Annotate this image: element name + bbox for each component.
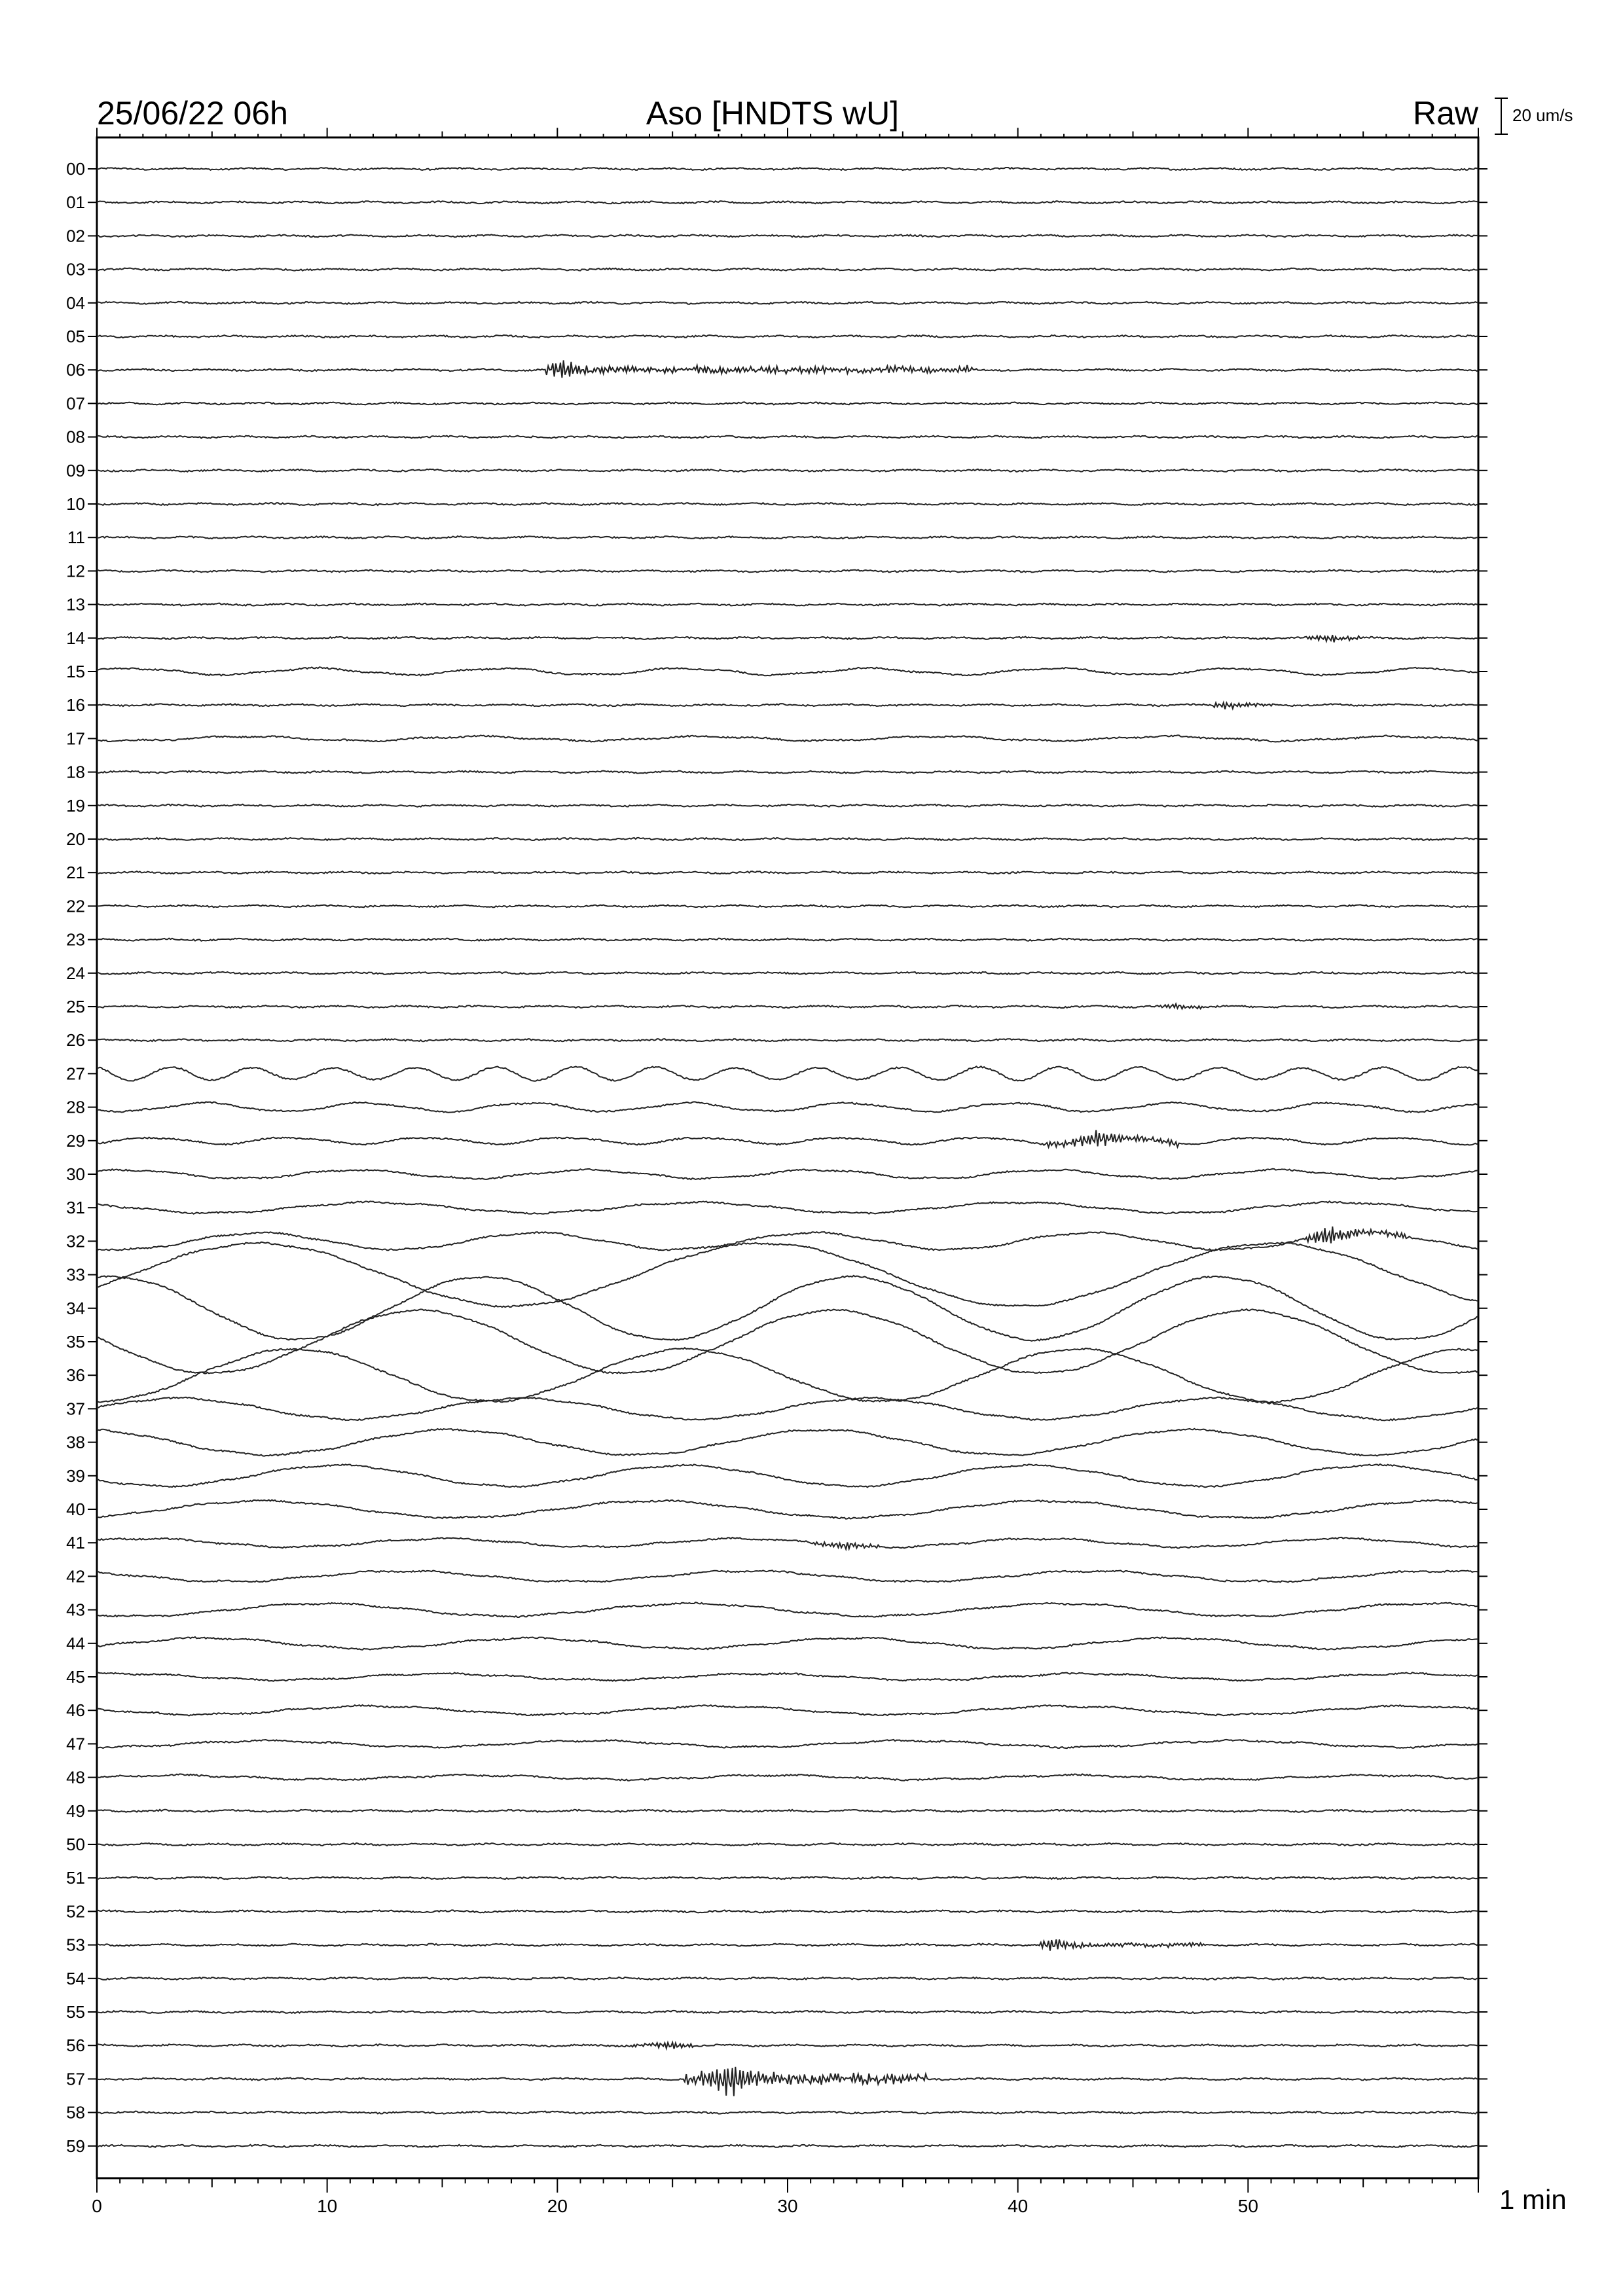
row-label: 27 [66,1064,85,1084]
row-label: 40 [66,1499,85,1519]
trace-row-15 [97,667,1478,675]
row-label: 36 [66,1365,85,1386]
trace-row-46 [97,1705,1478,1716]
trace-row-14 [97,635,1478,642]
trace-row-36 [97,1348,1478,1403]
trace-row-55 [97,2011,1478,2013]
trace-row-03 [97,268,1478,271]
row-label: 04 [66,293,85,313]
trace-row-16 [97,703,1478,709]
row-label: 30 [66,1164,85,1184]
row-label: 41 [66,1533,85,1553]
row-label: 29 [66,1130,85,1151]
x-tick-label: 20 [547,2196,568,2216]
trace-row-56 [97,2043,1478,2049]
trace-row-12 [97,569,1478,572]
x-tick-label: 10 [317,2196,338,2216]
row-label: 48 [66,1767,85,1787]
trace-row-52 [97,1910,1478,1912]
trace-row-19 [97,804,1478,807]
trace-row-23 [97,939,1478,941]
row-label: 19 [66,795,85,816]
trace-row-29 [97,1130,1478,1147]
trace-row-05 [97,335,1478,338]
trace-row-00 [97,168,1478,170]
trace-row-17 [97,735,1478,742]
trace-row-37 [97,1397,1478,1421]
trace-row-22 [97,905,1478,907]
row-label: 23 [66,929,85,950]
trace-row-21 [97,871,1478,874]
trace-row-02 [97,234,1478,237]
row-label: 16 [66,695,85,715]
datetime-label: 25/06/22 06h [97,95,288,132]
trace-row-39 [97,1464,1478,1487]
row-label: 15 [66,662,85,681]
trace-row-35 [97,1309,1478,1374]
time-unit-label: 1 min [1499,2184,1567,2215]
seismic-traces [97,168,1478,2147]
row-label: 21 [66,863,85,883]
trace-row-24 [97,972,1478,975]
row-label: 47 [66,1734,85,1754]
x-tick-label: 50 [1237,2196,1258,2216]
trace-row-26 [97,1039,1478,1041]
row-label: 18 [66,762,85,782]
trace-row-32 [97,1227,1478,1250]
row-label: 46 [66,1700,85,1721]
row-label: 34 [66,1298,85,1318]
trace-row-54 [97,1977,1478,1980]
station-title: Aso [HNDTS wU] [646,95,900,132]
row-label: 45 [66,1667,85,1687]
row-label: 32 [66,1231,85,1251]
row-label: 12 [66,561,85,581]
trace-row-42 [97,1570,1478,1582]
row-label: 10 [66,494,85,514]
plot-frame [97,137,1478,2178]
row-label: 05 [66,327,85,346]
trace-row-57 [97,2067,1478,2096]
row-label: 35 [66,1332,85,1352]
row-label: 28 [66,1097,85,1117]
trace-row-53 [97,1939,1478,1950]
row-label: 14 [66,628,85,648]
trace-row-01 [97,201,1478,204]
row-label: 49 [66,1801,85,1821]
row-label: 54 [66,1968,85,1988]
trace-row-31 [97,1201,1478,1213]
row-label: 31 [66,1198,85,1218]
trace-row-40 [97,1500,1478,1519]
trace-row-10 [97,503,1478,505]
trace-row-09 [97,469,1478,472]
trace-row-30 [97,1169,1478,1179]
row-label: 08 [66,427,85,447]
row-label: 44 [66,1633,85,1653]
trace-row-06 [97,361,1478,378]
row-label: 26 [66,1030,85,1050]
hour-row-labels [66,159,1487,2156]
trace-row-13 [97,603,1478,606]
trace-row-34 [97,1276,1478,1341]
row-label: 06 [66,360,85,380]
row-label: 02 [66,226,85,246]
row-label: 17 [66,728,85,749]
x-tick-label: 0 [92,2196,102,2216]
row-label: 22 [66,896,85,916]
row-label: 53 [66,1935,85,1955]
scale-bar [1495,98,1508,134]
row-label: 59 [66,2136,85,2156]
trace-row-43 [97,1602,1478,1617]
trace-row-07 [97,402,1478,404]
trace-row-08 [97,436,1478,439]
row-label: 24 [66,963,85,983]
x-axis-ticks [92,128,1478,2216]
trace-row-18 [97,771,1478,774]
row-label: 38 [66,1432,85,1452]
row-label: 43 [66,1600,85,1620]
trace-row-44 [97,1637,1478,1650]
row-label: 33 [66,1265,85,1285]
row-label: 52 [66,1901,85,1922]
trace-row-27 [97,1066,1478,1081]
mode-label: Raw [1412,95,1478,132]
x-tick-label: 40 [1008,2196,1029,2216]
scale-label: 20 um/s [1512,105,1573,125]
trace-row-51 [97,1876,1478,1879]
row-label: 09 [66,460,85,480]
trace-row-45 [97,1672,1478,1681]
row-label: 37 [66,1399,85,1419]
row-label: 51 [66,1868,85,1888]
row-label: 25 [66,997,85,1016]
row-label: 39 [66,1465,85,1486]
row-label: 11 [67,528,85,548]
trace-row-41 [97,1537,1478,1549]
trace-row-50 [97,1843,1478,1846]
row-label: 57 [66,2069,85,2089]
row-label: 56 [66,2036,85,2056]
trace-row-25 [97,1004,1478,1009]
row-label: 20 [66,829,85,849]
trace-row-38 [97,1429,1478,1456]
trace-row-47 [97,1740,1478,1748]
row-label: 03 [66,259,85,279]
trace-row-58 [97,2111,1478,2114]
row-label: 13 [66,594,85,615]
trace-row-11 [97,536,1478,539]
trace-row-04 [97,302,1478,304]
trace-row-48 [97,1774,1478,1780]
row-label: 00 [66,159,85,179]
row-label: 07 [66,393,85,414]
trace-row-59 [97,2145,1478,2147]
row-label: 58 [66,2102,85,2123]
trace-row-20 [97,838,1478,840]
row-label: 55 [66,2002,85,2022]
row-label: 50 [66,1835,85,1854]
x-tick-label: 30 [777,2196,798,2216]
row-label: 42 [66,1566,85,1587]
trace-row-33 [97,1242,1478,1307]
trace-row-28 [97,1102,1478,1112]
trace-row-49 [97,1810,1478,1812]
row-label: 01 [66,192,85,213]
